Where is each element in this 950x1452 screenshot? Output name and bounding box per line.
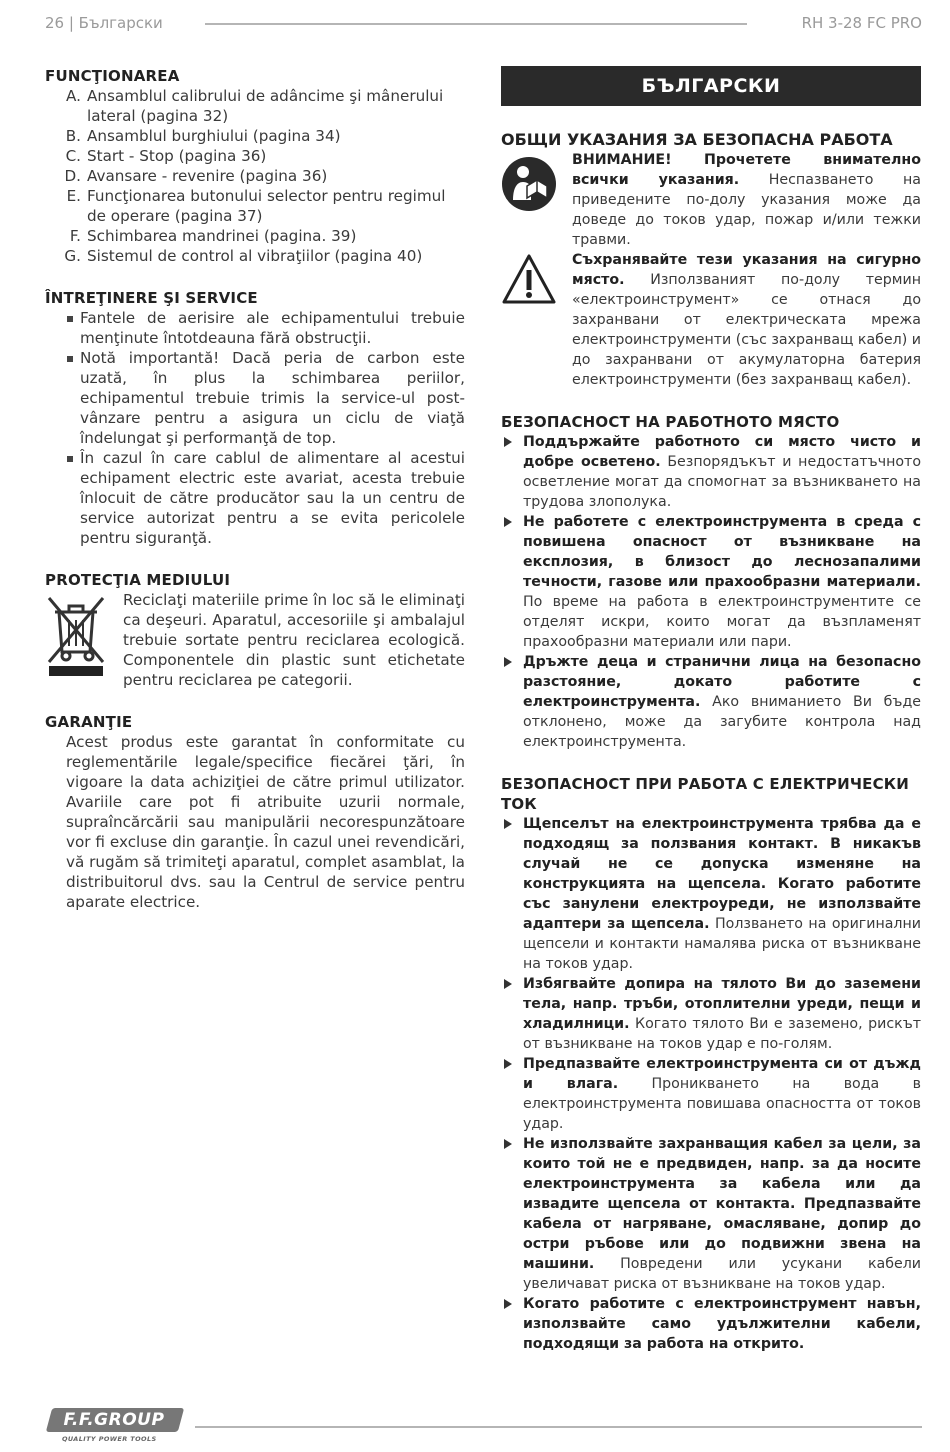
list-item: A. Ansamblul calibrului de adâncime şi mânerului lateral (pagina 32)	[66, 87, 444, 125]
footer-rule	[195, 1426, 922, 1428]
workplace-list	[501, 432, 921, 752]
section-general-safety	[501, 130, 921, 390]
warning-keep-instructions	[501, 250, 921, 390]
warning-read-all	[501, 150, 921, 250]
page-footer	[45, 1408, 922, 1448]
list-item: Когато работите с електроинструмент навън, използвайте само удължителни кабели, подходящи за работа на открито.	[501, 1294, 921, 1354]
section-title: БЕЗОПАСНОСТ ПРИ РАБОТА С ЕЛЕКТРИЧЕСКИ ТОК	[501, 775, 910, 813]
list-item: Дръжте деца и странични лица на безопасно разстояние, докато работите с електроинструмента. Ако вниманието Ви бъде отклонено, може да загубите контрола над електроинструмента.	[501, 652, 921, 752]
warning-triangle-icon	[501, 252, 557, 308]
section-title: PROTECŢIA MEDIULUI	[45, 571, 231, 589]
electrical-list	[501, 814, 921, 1354]
list-item: Не използвайте захранващия кабел за цели, за които той не е предвиден, напр. за да носите електроинструмента за кабела или да извадите щепсела от контакта. Предпазвайте кабела от нагряване, омасляване, допир до остри ръбове или до подвижни звена на машини. Повредени или усукани кабели увеличават риска от възникване на токов удар.	[501, 1134, 921, 1294]
header-rule	[205, 23, 747, 25]
section-title: ОБЩИ УКАЗАНИЯ ЗА БЕЗОПАСНА РАБОТА	[501, 130, 893, 149]
list-item: Щепселът на електроинструмента трябва да е подходящ за ползвания контакт. В никакъв случай не се допуска изменяне на конструкцията на щепсела. Когато работите със занулени електроуреди, не използвайте адаптери за щепсела. Ползването на оригинални щепсели и контакти намалява риска от възникване на токов удар.	[501, 814, 921, 974]
left-column	[45, 66, 465, 934]
page-label: 26 | Български	[45, 14, 163, 32]
maintenance-list	[45, 308, 465, 548]
read-manual-icon	[501, 156, 557, 212]
section-title: FUNCŢIONAREA	[45, 67, 180, 85]
section-title: GARANŢIE	[45, 713, 133, 731]
section-maintenance	[45, 288, 465, 548]
list-item: G. Sistemul de control al vibraţiilor (pagina 40)	[64, 247, 423, 265]
list-item: Fantele de aerisire ale echipamentului trebuie menţinute întotdeauna fără obstrucţii.	[45, 308, 465, 348]
section-electrical-safety	[501, 774, 921, 1354]
list-item: C. Start - Stop (pagina 36)	[65, 147, 267, 165]
list-item: Избягвайте допира на тялото Ви до заземени тела, напр. тръби, отоплителни уреди, пещи и хладилници. Когато тялото Ви е заземено, рискът от възникване на токов удар е по-голям.	[501, 974, 921, 1054]
language-banner: БЪЛГАРСКИ	[501, 66, 921, 106]
section-title: ÎNTREŢINERE ŞI SERVICE	[45, 289, 258, 307]
warning-text: Съхранявайте тези указания на сигурно място. Използваният по-долу термин «електроинструмент» се отнася до захранвани от електрическата мрежа електроинструменти (със захранващ кабел) и до захранвани от акумулаторна батерия електроинструменти (без захранващ кабел).	[572, 252, 921, 388]
section-warranty	[45, 712, 465, 912]
brand-logo	[45, 1408, 183, 1444]
right-column	[501, 66, 921, 1376]
logo-tagline: QUALITY POWER TOOLS	[62, 1435, 157, 1443]
section-functionarea	[45, 66, 465, 266]
list-item: Не работете с електроинструмента в среда с повишена опасност от възникване на експлозия, в близост до леснозапалими течности, газове или прахообразни материали. По време на работа в електроинструментите се отделят искри, които могат да възпламенят прахообразни материали или пари.	[501, 512, 921, 652]
function-list	[45, 86, 465, 266]
list-item: Поддържайте работното си място чисто и добре осветено. Безпорядъкът и недостатъчното осветление могат да спомогнат за възникването на трудова злополука.	[501, 432, 921, 512]
list-item: Предпазвайте електроинструмента си от дъжд и влага. Проникването на вода в електроинструмента повишава опасността от токов удар.	[501, 1054, 921, 1134]
list-item: Notă importantă! Dacă peria de carbon este uzată, în plus la schimbarea periilor, echipamentul trebuie trimis la service-ul post-vânzare pentru a asigura un ciclu de viaţă îndelungat şi performanţă de top.	[45, 348, 465, 448]
environment-text: Reciclaţi materiile prime în loc să le eliminaţi ca deşeuri. Aparatul, accesoriile şi ambalajul trebuie sortate pentru reciclarea ecologică. Componentele din plastic sunt etichetate pentru reciclarea pe categorii.	[123, 591, 465, 689]
warranty-text: Acest produs este garantat în conformitate cu reglementările legale/specifice fiecărei ţări, în vigoare la data achiziţiei de către primul utilizator. Avariile care pot fi atribuite uzurii normale, supraîncărcării sau manipulării necorespunzătoare vor fi excluse din garanţie. În cazul unei revendicări, vă rugăm să trimiteţi aparatul, complet asamblat, la distribuitorul dvs. sau la Centrul de service pentru aparate electrice.	[66, 733, 465, 911]
model-name: RH 3-28 FC PRO	[801, 14, 922, 32]
list-item: B. Ansamblul burghiului (pagina 34)	[65, 127, 341, 145]
page-header	[45, 14, 922, 36]
section-title: БЕЗОПАСНОСТ НА РАБОТНОТО МЯСТО	[501, 413, 840, 431]
section-environment	[45, 570, 465, 690]
list-item: F. Schimbarea mandrinei (pagina. 39)	[69, 227, 357, 245]
list-item: E. Funcţionarea butonului selector pentru regimul de operare (pagina 37)	[66, 187, 446, 225]
weee-bin-icon	[45, 592, 107, 678]
list-item: D. Avansare - revenire (pagina 36)	[64, 167, 328, 185]
section-workplace-safety	[501, 412, 921, 752]
logo-text: F.F.GROUP	[63, 1410, 165, 1430]
list-item: În cazul în care cablul de alimentare al acestui echipament electric este avariat, acesta trebuie înlocuit de către producător sau la un centru de service autorizat pentru a se evita pericolele pentru siguranţă.	[45, 448, 465, 548]
warning-text: ВНИМАНИЕ! Прочетете внимателно всички указания. Неспазването на приведените по-долу указания може да доведе до токов удар, пожар и/или тежки травми.	[572, 152, 921, 248]
